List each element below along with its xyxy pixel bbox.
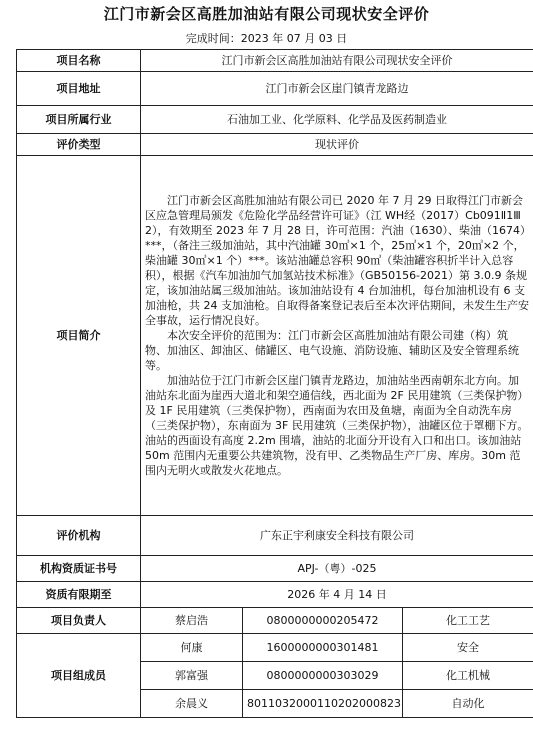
certificate-label: 机构资质证书号 xyxy=(17,556,141,582)
member-3-id: 8011032000110202000823 xyxy=(243,690,403,718)
summary-paragraph-2: 本次安全评价的范围为：江门市新会区高胜加油站有限公司建（构）筑物、加油区、卸油区、储罐区、电气设施、消防设施、辅助区及安全管理系统等。 xyxy=(145,329,519,372)
member-1-id: 1600000000301481 xyxy=(243,634,403,662)
completion-date: 完成时间：2023 年 07 月 03 日 xyxy=(185,32,348,45)
member-2-specialty: 化工机械 xyxy=(403,662,533,690)
members-label: 项目组成员 xyxy=(17,634,141,718)
industry-value: 石油加工业、化学原料、化学品及医药制造业 xyxy=(141,106,533,134)
certificate-value: APJ-（粤）-025 xyxy=(141,556,533,582)
leader-id: 0800000000205472 xyxy=(243,608,403,634)
project-address-value: 江门市新会区崖门镇青龙路边 xyxy=(141,72,533,106)
summary-paragraph-3: 加油站位于江门市新会区崖门镇青龙路边，加油站坐西南朝东北方向。加油站东北面为崖西大道北和架空通信线，西北面为 2F 民用建筑（三类保护物）及 1F 民用建筑（三类保护物），西南面为农田及鱼塘，南面为全自动洗车房（三类保护物），东南面为 3F 民用建筑（三类保护物），油罐区位于罩棚下方。油站的西面设有高度 2.2m 围墙，油站的北面分开设有入口和出口。该加油站 50m 范围内无重要公共建筑物，没有甲、乙类物品生产厂房、库房。30m 范围内无明火或散发火花地点。 xyxy=(145,374,529,477)
row-agency xyxy=(17,516,533,556)
industry-label: 项目所属行业 xyxy=(17,106,141,134)
row-member-1 xyxy=(17,634,533,662)
summary-label: 项目简介 xyxy=(17,156,141,516)
row-validity xyxy=(17,582,533,608)
info-table xyxy=(16,49,533,718)
leader-label: 项目负责人 xyxy=(17,608,141,634)
member-3-specialty: 自动化 xyxy=(403,690,533,718)
validity-value: 2026 年 4 月 14 日 xyxy=(141,582,533,608)
row-evaluation-type xyxy=(17,134,533,156)
member-2-name: 郭富强 xyxy=(141,662,243,690)
project-name-value: 江门市新会区高胜加油站有限公司现状安全评价 xyxy=(141,50,533,72)
member-2-id: 0800000000303029 xyxy=(243,662,403,690)
summary-text xyxy=(141,156,533,516)
summary-paragraph-1: 江门市新会区高胜加油站有限公司已 2020 年 7 月 29 日取得江门市新会区应急管理局颁发《危险化学品经营许可证》（江 WH经（2017）Cb091Ⅱ1Ⅲ2），有效期至 2023 年 7 月 28 日，许可范围：汽油（1630）、柴油（1674）***，（备注三级加油站，其中汽油罐 30㎥×1 个，25㎥×1 个，20㎥×2 个，柴油罐 30㎥×1 个）***。该站油罐总容积 90㎥（柴油罐容积折半计入总容积），根据《汽车加油加气加氢站技术标准》（GB50156-2021）第 3.0.9 条规定，该加油站属三级加油站。该加油站设有 4 台加油机，每台加油机设有 6 支加油枪，共 24 支加油枪。自取得备案登记表后至本次评估期间，未发生生产安全事故，运行情况良好。 xyxy=(145,194,529,327)
row-leader xyxy=(17,608,533,634)
row-industry xyxy=(17,106,533,134)
validity-label: 资质有限期至 xyxy=(17,582,141,608)
project-name-label: 项目名称 xyxy=(17,50,141,72)
member-1-name: 何康 xyxy=(141,634,243,662)
agency-value: 广东正宇利康安全科技有限公司 xyxy=(141,516,533,556)
row-summary xyxy=(17,156,533,516)
member-1-specialty: 安全 xyxy=(403,634,533,662)
leader-specialty: 化工工艺 xyxy=(403,608,533,634)
evaluation-type-value: 现状评价 xyxy=(141,134,533,156)
leader-name: 蔡启浩 xyxy=(141,608,243,634)
project-address-label: 项目地址 xyxy=(17,72,141,106)
row-project-address xyxy=(17,72,533,106)
row-certificate xyxy=(17,556,533,582)
document-title: 江门市新会区高胜加油站有限公司现状安全评价 xyxy=(103,5,430,23)
agency-label: 评价机构 xyxy=(17,516,141,556)
row-project-name xyxy=(17,50,533,72)
evaluation-type-label: 评价类型 xyxy=(17,134,141,156)
member-3-name: 余晨义 xyxy=(141,690,243,718)
